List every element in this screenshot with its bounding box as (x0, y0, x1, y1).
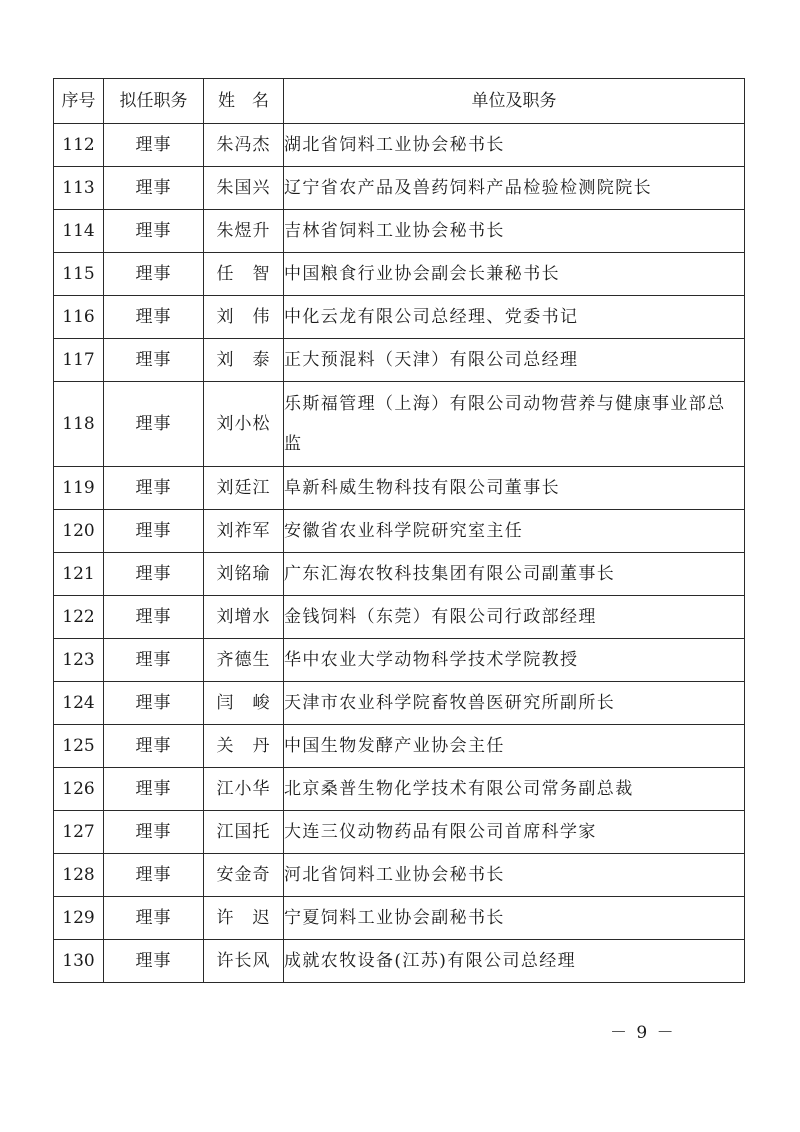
proposed-role-cell: 理事 (104, 639, 204, 682)
table-row (54, 897, 745, 940)
proposed-role-cell: 理事 (104, 210, 204, 253)
member-name-cell: 刘祚军 (204, 510, 284, 553)
serial-number-cell: 129 (54, 897, 104, 940)
serial-number-cell: 116 (54, 296, 104, 339)
member-name-cell: 刘增水 (204, 596, 284, 639)
proposed-role-cell: 理事 (104, 167, 204, 210)
serial-number-cell: 112 (54, 124, 104, 167)
serial-number-cell: 120 (54, 510, 104, 553)
serial-number-cell: 126 (54, 768, 104, 811)
table-row (54, 510, 745, 553)
table-header-row (54, 79, 745, 124)
serial-number-cell: 125 (54, 725, 104, 768)
organization-title-cell: 中化云龙有限公司总经理、党委书记 (284, 296, 745, 339)
table-row (54, 167, 745, 210)
proposed-role-cell: 理事 (104, 596, 204, 639)
serial-number-cell: 113 (54, 167, 104, 210)
serial-number-cell: 127 (54, 811, 104, 854)
table-row (54, 854, 745, 897)
table-row (54, 768, 745, 811)
organization-title-cell: 金钱饲料（东莞）有限公司行政部经理 (284, 596, 745, 639)
organization-title-cell: 中国生物发酵产业协会主任 (284, 725, 745, 768)
organization-title-cell: 广东汇海农牧科技集团有限公司副董事长 (284, 553, 745, 596)
serial-number-cell: 123 (54, 639, 104, 682)
organization-title-cell: 湖北省饲料工业协会秘书长 (284, 124, 745, 167)
table-row (54, 467, 745, 510)
header-name: 姓 名 (204, 79, 284, 124)
proposed-role-cell: 理事 (104, 768, 204, 811)
member-name-cell: 许长风 (204, 940, 284, 983)
table-row (54, 940, 745, 983)
table-row (54, 596, 745, 639)
proposed-role-cell: 理事 (104, 897, 204, 940)
table-row (54, 639, 745, 682)
header-proposed-role: 拟任职务 (104, 79, 204, 124)
header-organization-and-title: 单位及职务 (284, 79, 745, 124)
proposed-role-cell: 理事 (104, 510, 204, 553)
member-name-cell: 江国托 (204, 811, 284, 854)
table-row (54, 682, 745, 725)
serial-number-cell: 128 (54, 854, 104, 897)
table-row (54, 811, 745, 854)
member-name-cell: 任 智 (204, 253, 284, 296)
member-name-cell: 朱国兴 (204, 167, 284, 210)
organization-title-cell: 河北省饲料工业协会秘书长 (284, 854, 745, 897)
organization-title-cell: 华中农业大学动物科学技术学院教授 (284, 639, 745, 682)
serial-number-cell: 114 (54, 210, 104, 253)
serial-number-cell: 121 (54, 553, 104, 596)
organization-title-cell: 宁夏饲料工业协会副秘书长 (284, 897, 745, 940)
table-row (54, 296, 745, 339)
member-name-cell: 关 丹 (204, 725, 284, 768)
proposed-role-cell: 理事 (104, 854, 204, 897)
member-name-cell: 安金奇 (204, 854, 284, 897)
member-name-cell: 朱冯杰 (204, 124, 284, 167)
serial-number-cell: 118 (54, 382, 104, 467)
organization-title-cell: 成就农牧设备(江苏)有限公司总经理 (284, 940, 745, 983)
member-name-cell: 许 迟 (204, 897, 284, 940)
organization-title-cell: 正大预混料（天津）有限公司总经理 (284, 339, 745, 382)
table-row (54, 124, 745, 167)
member-name-cell: 齐德生 (204, 639, 284, 682)
organization-title-cell: 北京桑普生物化学技术有限公司常务副总裁 (284, 768, 745, 811)
proposed-role-cell: 理事 (104, 553, 204, 596)
serial-number-cell: 124 (54, 682, 104, 725)
organization-title-cell: 吉林省饲料工业协会秘书长 (284, 210, 745, 253)
table-row (54, 339, 745, 382)
organization-title-cell: 阜新科威生物科技有限公司董事长 (284, 467, 745, 510)
member-name-cell: 刘小松 (204, 382, 284, 467)
proposed-role-cell: 理事 (104, 382, 204, 467)
serial-number-cell: 117 (54, 339, 104, 382)
organization-title-cell: 乐斯福管理（上海）有限公司动物营养与健康事业部总监 (284, 382, 745, 467)
table-row (54, 553, 745, 596)
proposed-role-cell: 理事 (104, 467, 204, 510)
table-row (54, 725, 745, 768)
organization-title-cell: 安徽省农业科学院研究室主任 (284, 510, 745, 553)
proposed-role-cell: 理事 (104, 124, 204, 167)
proposed-role-cell: 理事 (104, 296, 204, 339)
member-name-cell: 刘 泰 (204, 339, 284, 382)
serial-number-cell: 122 (54, 596, 104, 639)
proposed-role-cell: 理事 (104, 339, 204, 382)
member-name-cell: 江小华 (204, 768, 284, 811)
proposed-role-cell: 理事 (104, 811, 204, 854)
table-row (54, 210, 745, 253)
organization-title-cell: 辽宁省农产品及兽药饲料产品检验检测院院长 (284, 167, 745, 210)
organization-title-cell: 大连三仪动物药品有限公司首席科学家 (284, 811, 745, 854)
member-name-cell: 朱煜升 (204, 210, 284, 253)
organization-title-cell: 中国粮食行业协会副会长兼秘书长 (284, 253, 745, 296)
organization-title-cell: 天津市农业科学院畜牧兽医研究所副所长 (284, 682, 745, 725)
page-number: － 9 － (610, 1023, 676, 1043)
serial-number-cell: 130 (54, 940, 104, 983)
member-name-cell: 刘廷江 (204, 467, 284, 510)
table-row (54, 382, 745, 467)
proposed-role-cell: 理事 (104, 253, 204, 296)
council-members-table (53, 78, 745, 983)
proposed-role-cell: 理事 (104, 682, 204, 725)
proposed-role-cell: 理事 (104, 940, 204, 983)
member-name-cell: 刘铭瑜 (204, 553, 284, 596)
table-row (54, 253, 745, 296)
serial-number-cell: 119 (54, 467, 104, 510)
member-name-cell: 闫 峻 (204, 682, 284, 725)
member-name-cell: 刘 伟 (204, 296, 284, 339)
header-serial-number: 序号 (54, 79, 104, 124)
serial-number-cell: 115 (54, 253, 104, 296)
proposed-role-cell: 理事 (104, 725, 204, 768)
